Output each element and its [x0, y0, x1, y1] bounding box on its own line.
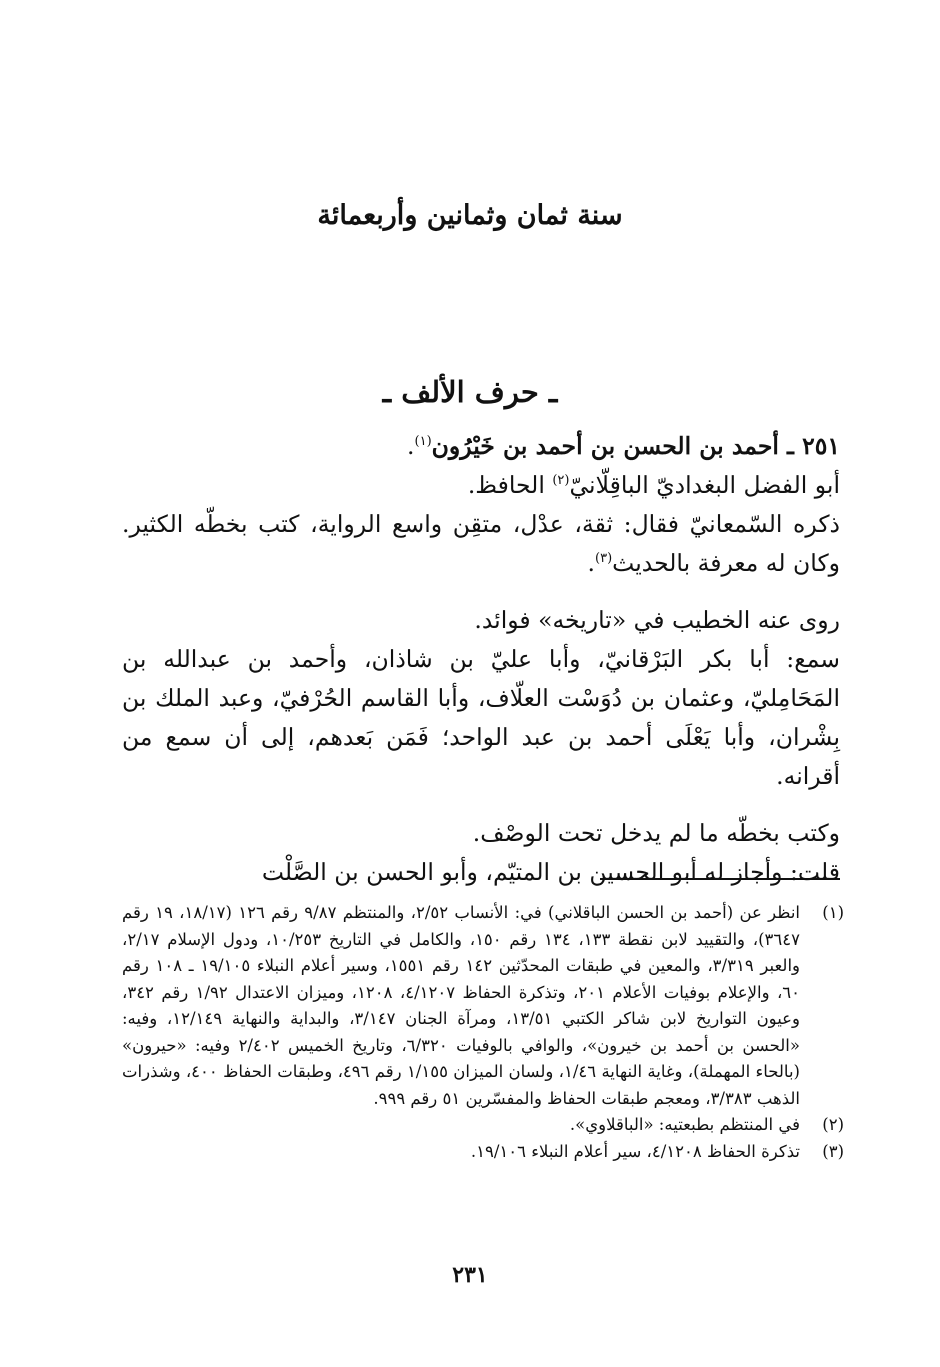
- footnote-text: تذكرة الحفاظ ٤/١٢٠٨، سير أعلام النبلاء ١٩/١٠٦.: [470, 1141, 800, 1161]
- footnote-number: (١): [822, 903, 844, 922]
- entry-kunya: [122, 466, 840, 505]
- kunya-end: الحافظ.: [467, 471, 553, 499]
- paragraph-samani-text: ذكره السّمعانيّ فقال: ثقة، عدْل، متقِن واسع الرواية، كتب بخطّه الكثير. وكان له معرفة بالحديث: [122, 510, 840, 577]
- footnotes: [122, 900, 844, 1165]
- page-number: ٢٣١: [452, 1262, 488, 1288]
- footnote-separator: [600, 878, 840, 880]
- entry-heading-end: .: [407, 432, 415, 460]
- year-title: سنة ثمان وثمانين وأربعمائة: [317, 200, 623, 231]
- kunya-text: أبو الفضل البغداديّ الباقِلّانيّ: [569, 471, 840, 499]
- footnote-ref-1: (١): [414, 434, 432, 450]
- paragraph-samani: [122, 505, 840, 583]
- footnote-text: في المنتظم بطبعتيه: «الباقلاوي».: [569, 1115, 800, 1134]
- paragraph-samani-end: .: [587, 549, 596, 577]
- entry-heading-text: ٢٥١ ـ أحمد بن الحسن بن أحمد بن خَيْرُون: [431, 432, 840, 460]
- entry-body: [122, 427, 840, 892]
- footnote-number: (٢): [822, 1115, 844, 1134]
- entry-heading: [122, 427, 840, 466]
- paragraph-ijaza: قلت: وأجاز له أبو الحسين بن المتيّم، وأبو الحسن بن الصَّلْت: [261, 858, 840, 886]
- footnote-item: [122, 1112, 844, 1139]
- footnote-item: [122, 900, 844, 1112]
- footnote-ref-3: (٣): [595, 551, 613, 567]
- paragraph-khatib: روى عنه الخطيب في «تاريخه» فوائد.: [474, 606, 840, 634]
- paragraph-handwriting: وكتب بخطّه ما لم يدخل تحت الوصْف.: [472, 819, 840, 847]
- section-title: ـ حرف الألف ـ: [382, 375, 558, 409]
- footnote-ref-2: (٢): [552, 473, 570, 489]
- footnote-text: انظر عن (أحمد بن الحسن الباقلاني) في: الأنساب ٢/٥٢، والمنتظم ٩/٨٧ رقم ١٢٦ (١٨/١٧، ١٩ رقم ٣٦٤٧)، والتقييد لابن نقطة ١٣٣، ١٣٤ رقم ١٥٠، والكامل في التاريخ ١٠/٢٥٣، ودول الإسلام ٢/١٧، والعبر ٣/٣١٩، والمعين في طبقات المحدّثين ١٤٢ رقم ١٥٥١، وسير أعلام النبلاء ١٩/١٠٥ ـ ١٠٨ رقم ٦٠، والإعلام بوفيات الأعلام ٢٠١، وتذكرة الحفاظ ٤/١٢٠٧، ١٢٠٨، وميزان الاعتدال ١/٩٢ رقم ٣٤٢، وعيون التواريخ لابن شاكر الكتبي ١٣/٥١، ومرآة الجنان ٣/١٤٧، والبداية والنهاية ١٢/١٤٩، وفيه: «الحسن بن أحمد بن خيرون»، والوافي بالوفيات ٦/٣٢٠، وتاريخ الخميس ٢/٤٠٢ وفيه: «حيرون» (بالحاء المهملة)، وغاية النهاية ١/٤٦، ولسان الميزان ١/١٥٥ رقم ٤٩٦، وطبقات الحفاظ ٤٠٠، وشذرات الذهب ٣/٣٨٣، ومعجم طبقات الحفاظ والمفسّرين ٥١ رقم ٩٩٩.: [122, 903, 801, 1108]
- footnote-item: [122, 1139, 844, 1166]
- footnote-number: (٣): [822, 1141, 844, 1161]
- paragraph-teachers: سمع: أبا بكر البَرْقانيّ، وأبا عليّ بن شاذان، وأحمد بن عبدالله بن المَحَامِليّ، وعثمان بن دُوَسْت العلّاف، وأبا القاسم الحُرْفيّ، وعبد الملك بن بِشْران، وأبا يَعْلَى أحمد بن عبد الواحد؛ فَمَن بَعدهم، إلى أن سمع من أقرانه.: [122, 645, 840, 790]
